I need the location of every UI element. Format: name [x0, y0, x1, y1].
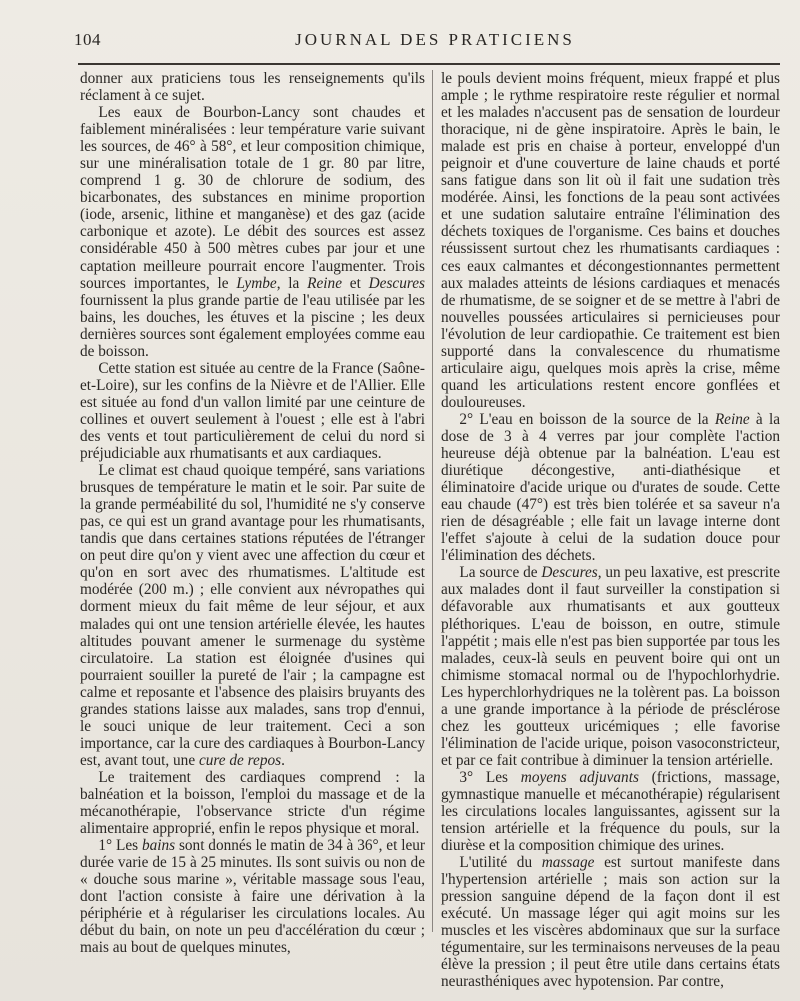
running-title: JOURNAL DES PRATICIENS	[295, 30, 575, 49]
italic-term: Descures	[368, 274, 425, 292]
left-column	[80, 70, 425, 956]
text-run: La source de	[459, 564, 542, 582]
text-run: Le traitement des cardiaques comprend : la balnéation et la boisson, l'emploi du massage et de la mécanothérapie, l'observance stricte d'un régime alimentaire approprié, enfin le repos physique et moral.	[80, 768, 425, 838]
paragraph	[80, 769, 425, 837]
continued-paragraph	[441, 70, 780, 411]
paragraph	[80, 104, 425, 360]
paragraph	[441, 854, 780, 990]
paragraph	[441, 769, 780, 854]
text-run: Cette station est située au centre de la France (Saône-et-Loire), sur les confins de la Nièvre et de l'Allier. Elle est située au fond d'un vallon limité par une ceinture de collines et ouvert seulement à l'ouest ; elle est à l'abri des vents et tout particulièrement de celui du nord si préjudiciable aux rhumatisants et aux cardiaques.	[80, 359, 425, 463]
text-run: .	[281, 751, 285, 769]
page-number: 104	[74, 30, 101, 49]
text-run: est surtout manifeste dans l'hypertension artérielle ; mais son action sur la pression sanguine dépend de la façon dont il est exécuté. Un massage léger qui agit moins sur les muscles et les viscères abdominaux que sur la surface tégumentaire, sur les terminaisons nerveuses de la peau élève la pression ; il peut être utile dans certains états neurasthéniques avec hypotension. Par contre,	[441, 854, 780, 991]
text-run: donner aux praticiens tous les renseignements qu'ils réclament à ce sujet.	[80, 70, 425, 105]
column-divider	[432, 70, 433, 932]
text-run: et	[341, 274, 369, 292]
italic-term: Descures	[541, 564, 598, 582]
paragraph	[441, 564, 780, 769]
italic-term: moyens adjuvants	[520, 768, 639, 786]
paragraph	[80, 360, 425, 462]
header-rule	[78, 63, 780, 65]
text-run: le pouls devient moins fréquent, mieux frappé et plus ample ; le rythme respiratoire reste régulier et normal et les malades n'accusent pas de sensation de lourdeur thoracique, ni de gène inspiratoire. Après le bain, le malade est pris en chaise à porteur, enveloppé d'un peignoir et d'une couverture de laine chauds et porté sans fatigue dans son lit où il fait une sudation très modérée. Ainsi, les fonctions de la peau sont activées et une sudation salutaire entraîne l'élimination des déchets toxiques de l'organisme. Ces bains et douches réussissent surtout chez les rhumatisants cardiaques : ces eaux calmantes et décongestionnantes permettent aux malades atteints de lésions cardiaques et menacés de rhumatisme, de se soigner et de se mettre à l'abri de nouvelles poussées articulaires si pernicieuses pour l'évolution de leur cardiopathie. Ce traitement est bien supporté dans la convalescence du rhumatisme articulaire aigu, quelques mois après la crise, même quand les articulations restent encore gonflées et douloureuses.	[441, 70, 780, 411]
text-run: 3° Les	[459, 768, 521, 786]
text-run: fournissent la plus grande partie de l'eau utilisée par les bains, les douches, les étuves et la piscine ; les deux dernières sources sont également employées comme eau de boisson.	[80, 291, 425, 360]
italic-term: Lymbe	[236, 274, 277, 292]
paragraph	[441, 411, 780, 564]
text-run: , un peu laxative, est prescrite aux malades dont il faut surveiller la constipation si défavorable aux rhumatisants et aux goutteux pléthoriques. L'eau de boisson, en outre, stimule l'appétit ; mais elle n'est pas bien supportée par tous les malades, ceux-là seuls en peuvent boire qui ont un chimisme stomacal normal ou de l'hypochlorhydrie. Les hyperchlorhydriques ne la tolèrent pas. La boisson a une grande importance à la période de présclérose chez les goutteux uricémiques ; elle favorise l'élimination de l'acide urique, poison vasoconstricteur, et par ce fait contribue à diminuer la tension artérielle.	[441, 564, 781, 769]
italic-term: massage	[541, 854, 595, 872]
italic-term: bains	[141, 837, 176, 855]
italic-term: cure de repos	[198, 751, 282, 769]
text-run: Les eaux de Bourbon-Lancy sont chaudes et faiblement minéralisées : leur température varie suivant les sources, de 46° à 58°, et leur composition chimique, sur une minéralisation totale de 1 gr. 80 par litre, comprend 1 g. 30 de chlorure de sodium, des bicarbonates, des substances en minime proportion (iode, arsenic, lithine et manganèse) et des gaz (acide carbonique et azote). Le débit des sources est assez considérable 450 à 500 mètres cubes par jour et une captation meilleure pourrait encore l'augmenter. Trois sources importantes, le	[80, 104, 425, 292]
text-run: sont donnés le matin de 34 à 36°, et leur durée varie de 15 à 25 minutes. Ils sont suivis ou non de « douche sous marine », véritable massage sous l'eau, dont l'action consiste à faire une dérivation à la périphérie et à régulariser les circulations locales. Au début du bain, on note un peu d'accélération du cœur ; mais au bout de quelques minutes,	[80, 837, 425, 957]
paragraph	[80, 462, 425, 769]
text-run: Le climat est chaud quoique tempéré, sans variations brusques de température le matin et le soir. Par suite de la grande perméabilité du sol, l'humidité ne s'y conserve pas, ce qui est un grand avantage pour les rhumatisants, tandis que dans certaines stations réputées de l'étranger on peut dire qu'on y vient avec une affection du cœur et qu'on en sort avec des rhumatismes. L'altitude est modérée (200 m.) ; elle convient aux névropathes qui dorment mieux du fait même de leur séjour, et aux malades qui ont une tension artérielle élevée, les hautes altitudes pouvant amener le surmenage du système circulatoire. La station est éloignée d'usines qui pourraient souiller la pureté de l'air ; la campagne est calme et reposante et l'absence des plaisirs bruyants des grandes stations laisse aux malades, sans trop d'ennui, le souci unique de leur traitement. Ceci a son importance, car la cure des cardiaques à Bourbon-Lancy est, avant tout, une	[80, 462, 425, 769]
italic-term: Reine	[714, 410, 750, 428]
text-run: (frictions, massage, gymnastique manuelle et mécanothérapie) régularisent les circulations locales languissantes, agissent sur la tension artérielle et la fréquence du pouls, sur la diurèse et la composition chimique des urines.	[441, 768, 780, 855]
text-run: 1° Les	[98, 837, 142, 855]
text-run: L'utilité du	[459, 854, 542, 872]
page-header	[60, 30, 770, 52]
text-run: , la	[276, 274, 308, 292]
text-run: à la dose de 3 à 4 verres par jour complète l'action heureuse déjà obtenue par la balnéation. L'eau est diurétique décongestive, anti-diathésique et éliminatoire d'acide urique ou d'urates de soude. Cette eau chaude (47°) est très bien tolérée et sa saveur n'a rien de désagréable ; elle fait un lavage interne dont l'effet s'ajoute à celui de la sudation douce pour l'élimination des déchets.	[441, 410, 780, 565]
paragraph	[80, 837, 425, 956]
italic-term: Reine	[307, 274, 342, 292]
continued-paragraph	[80, 70, 425, 104]
text-run: 2° L'eau en boisson de la source de la	[459, 410, 715, 428]
right-column	[441, 70, 780, 991]
